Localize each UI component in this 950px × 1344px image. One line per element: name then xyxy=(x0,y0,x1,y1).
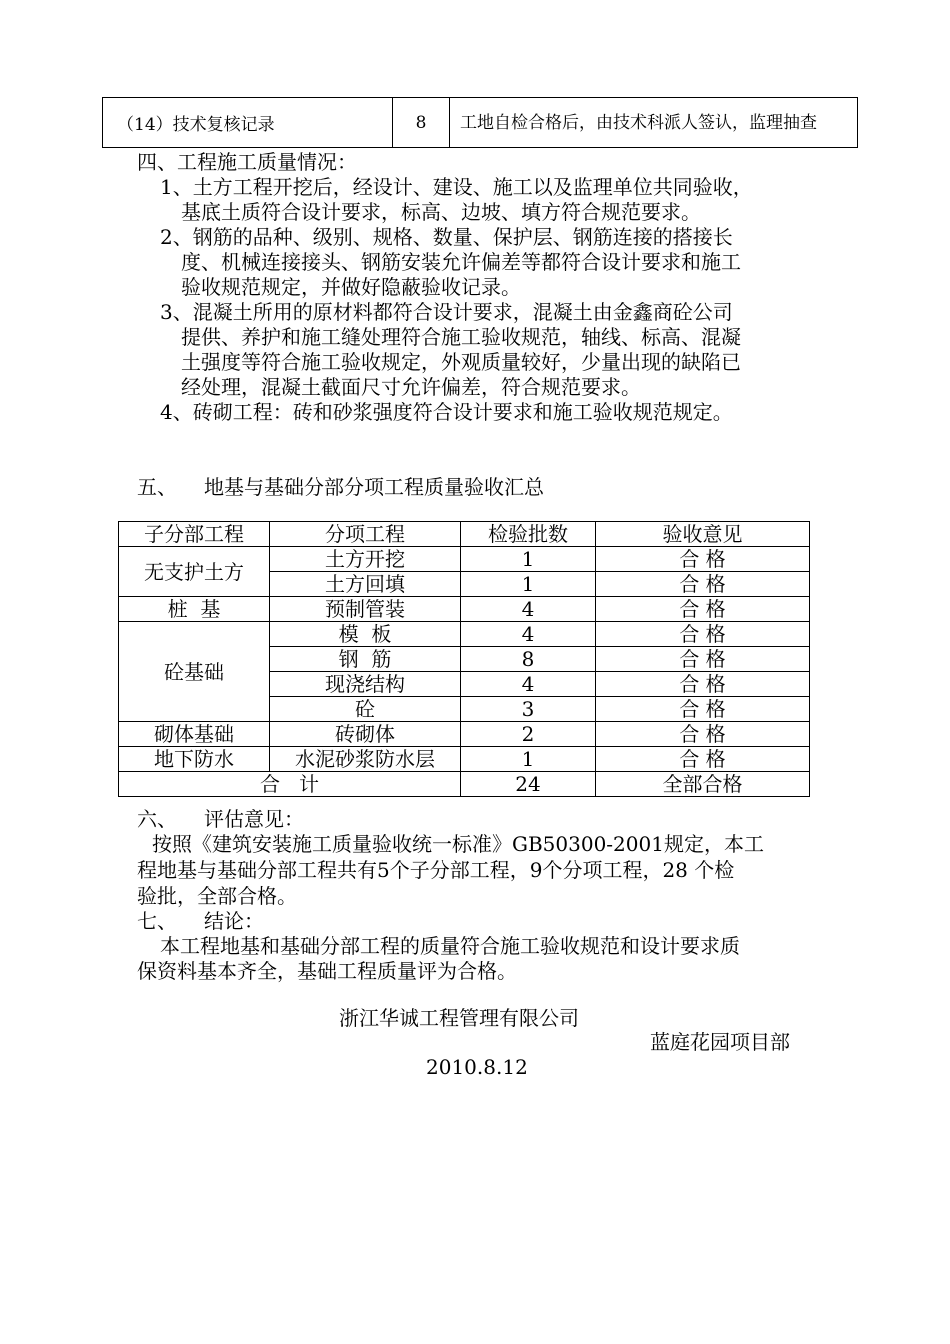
total-opinion: 全部合格 xyxy=(596,772,810,797)
section6-title: 评估意见： xyxy=(204,807,304,831)
section4-line: 基底土质符合设计要求，标高、边坡、填方符合规范要求。 xyxy=(181,200,701,224)
item-cell: 钢 筋 xyxy=(270,647,461,672)
table-row xyxy=(119,722,810,747)
count-cell: 3 xyxy=(461,697,596,722)
item-cell: 砖砌体 xyxy=(270,722,461,747)
table-row xyxy=(119,622,810,647)
table-row xyxy=(119,747,810,772)
table-row xyxy=(103,98,858,148)
opinion-cell: 合 格 xyxy=(596,697,810,722)
header-cell: 检验批数 xyxy=(461,522,596,547)
section4-line: 4、砖砌工程：砖和砂浆强度符合设计要求和施工验收规范规定。 xyxy=(160,400,733,424)
summary-table xyxy=(118,521,810,797)
top-count: 8 xyxy=(393,98,450,148)
section4-line: 提供、养护和施工缝处理符合施工验收规范，轴线、标高、混凝 xyxy=(181,325,741,349)
count-cell: 8 xyxy=(461,647,596,672)
item-cell: 现浇结构 xyxy=(270,672,461,697)
item-cell: 土方回填 xyxy=(270,572,461,597)
section4-line: 土强度等符合施工验收规定，外观质量较好，少量出现的缺陷已 xyxy=(181,350,741,374)
opinion-cell: 合 格 xyxy=(596,747,810,772)
header-cell: 子分部工程 xyxy=(119,522,270,547)
item-cell: 砼 xyxy=(270,697,461,722)
opinion-cell: 合 格 xyxy=(596,722,810,747)
top-note: 工地自检合格后，由技术科派人签认，监理抽查 xyxy=(450,98,858,148)
header-cell: 分项工程 xyxy=(270,522,461,547)
opinion-cell: 合 格 xyxy=(596,647,810,672)
section5-title: 地基与基础分部分项工程质量验收汇总 xyxy=(204,475,544,499)
section5-num: 五、 xyxy=(137,475,177,499)
table-total-row xyxy=(119,772,810,797)
count-cell: 4 xyxy=(461,622,596,647)
opinion-cell: 合 格 xyxy=(596,672,810,697)
total-label: 合 计 xyxy=(119,772,461,797)
signature-date: 2010.8.12 xyxy=(426,1055,528,1079)
total-count: 24 xyxy=(461,772,596,797)
count-cell: 1 xyxy=(461,572,596,597)
opinion-cell: 合 格 xyxy=(596,597,810,622)
section4-line: 3、混凝土所用的原材料都符合设计要求，混凝土由金鑫商砼公司 xyxy=(160,300,733,324)
item-cell: 水泥砂浆防水层 xyxy=(270,747,461,772)
table-row xyxy=(119,597,810,622)
section4-line: 2、钢筋的品种、级别、规格、数量、保护层、钢筋连接的搭接长 xyxy=(160,225,733,249)
count-cell: 2 xyxy=(461,722,596,747)
section4-line: 验收规范规定，并做好隐蔽验收记录。 xyxy=(181,275,521,299)
opinion-cell: 合 格 xyxy=(596,572,810,597)
count-cell: 1 xyxy=(461,747,596,772)
item-cell: 模 板 xyxy=(270,622,461,647)
section7-line: 保资料基本齐全，基础工程质量评为合格。 xyxy=(137,959,517,983)
signature-company: 浙江华诚工程管理有限公司 xyxy=(339,1006,579,1030)
top-item: （14）技术复核记录 xyxy=(103,98,393,148)
table-row xyxy=(119,547,810,572)
group-name: 桩 基 xyxy=(119,597,270,622)
opinion-cell: 合 格 xyxy=(596,622,810,647)
top-table xyxy=(102,97,858,148)
signature-department: 蓝庭花园项目部 xyxy=(650,1030,790,1054)
section6-num: 六、 xyxy=(137,807,177,831)
section4-heading: 四、工程施工质量情况： xyxy=(137,150,357,174)
section4-line: 度、机械连接接头、钢筋安装允许偏差等都符合设计要求和施工 xyxy=(181,250,741,274)
count-cell: 4 xyxy=(461,597,596,622)
section6-line: 程地基与基础分部工程共有5个子分部工程，9个分项工程，28 个检 xyxy=(137,858,735,882)
group-name: 砼基础 xyxy=(119,622,270,722)
header-cell: 验收意见 xyxy=(596,522,810,547)
section7-num: 七、 xyxy=(137,909,177,933)
group-name: 无支护土方 xyxy=(119,547,270,597)
count-cell: 1 xyxy=(461,547,596,572)
section6-line: 按照《建筑安装施工质量验收统一标准》GB50300-2001规定，本工 xyxy=(152,832,764,856)
item-cell: 土方开挖 xyxy=(270,547,461,572)
section4-line: 1、土方工程开挖后，经设计、建设、施工以及监理单位共同验收， xyxy=(160,175,753,199)
item-cell: 预制管装 xyxy=(270,597,461,622)
section7-title: 结论： xyxy=(204,909,264,933)
opinion-cell: 合 格 xyxy=(596,547,810,572)
count-cell: 4 xyxy=(461,672,596,697)
group-name: 地下防水 xyxy=(119,747,270,772)
section7-line: 本工程地基和基础分部工程的质量符合施工验收规范和设计要求质 xyxy=(160,934,740,958)
table-header-row xyxy=(119,522,810,547)
section4-line: 经处理，混凝土截面尺寸允许偏差，符合规范要求。 xyxy=(181,375,641,399)
section6-line: 验批，全部合格。 xyxy=(137,884,297,908)
group-name: 砌体基础 xyxy=(119,722,270,747)
